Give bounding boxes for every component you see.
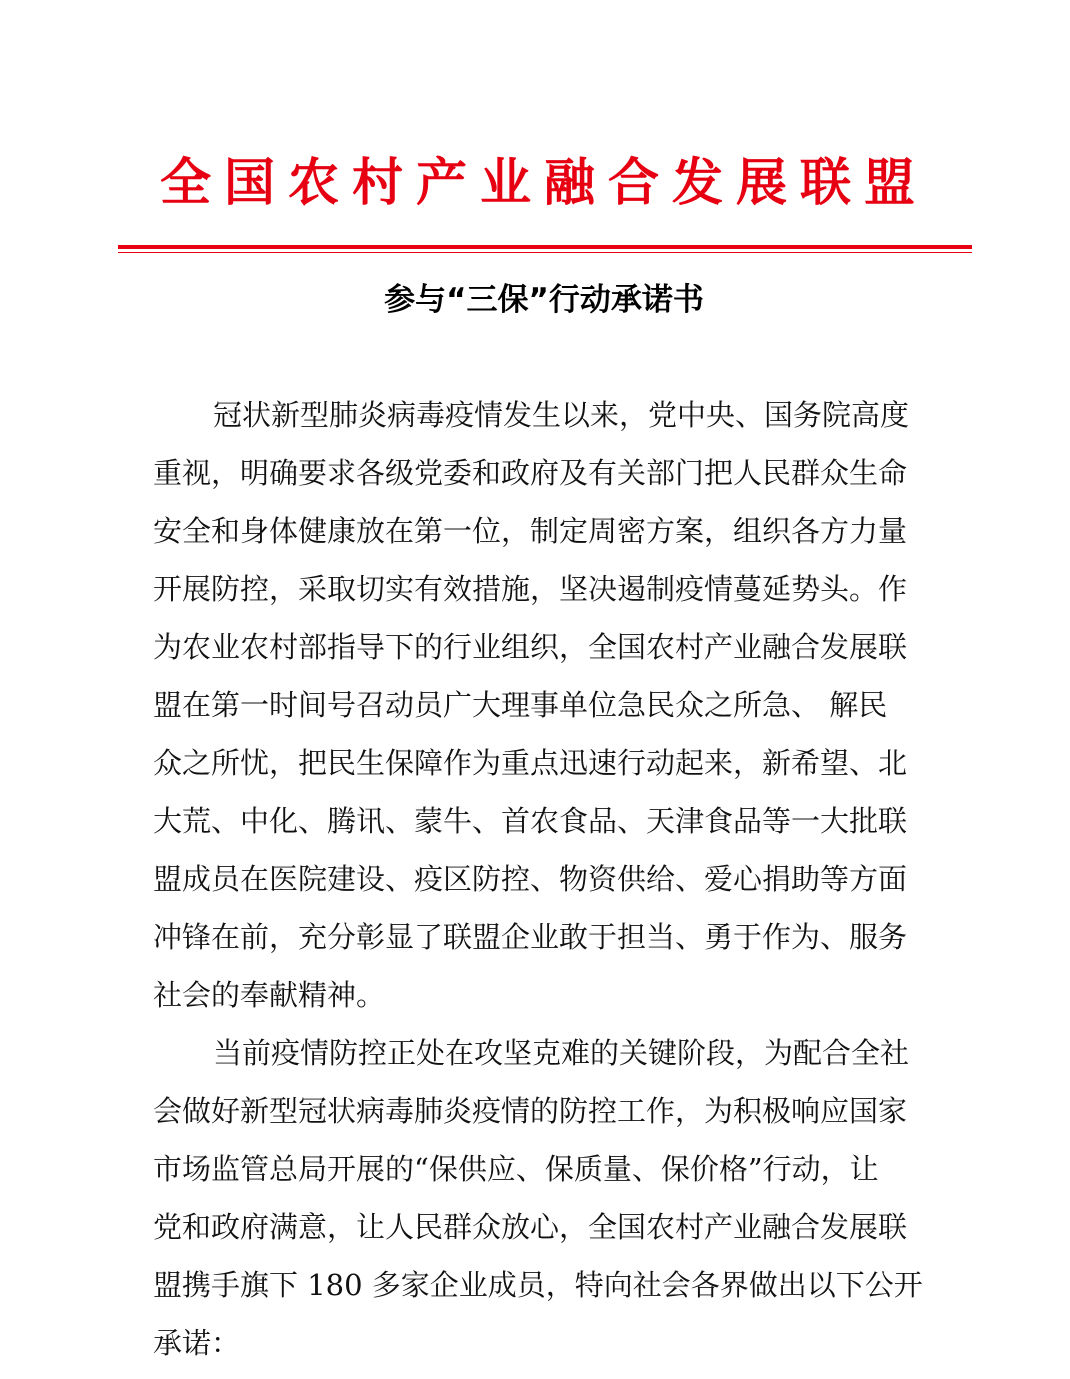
document-body <box>153 390 928 1376</box>
letterhead-rule-thick <box>118 245 972 249</box>
document-title: 参与“三保”行动承诺书 <box>384 282 704 318</box>
paragraph-2 <box>153 1028 928 1376</box>
paragraph-line: 重视，明确要求各级党委和政府及有关部门把人民群众生命 <box>153 456 908 490</box>
letterhead-rule-thin <box>118 252 972 253</box>
paragraph-line: 党和政府满意，让人民群众放心，全国农村产业融合发展联 <box>153 1210 908 1244</box>
paragraph-line: 冲锋在前，充分彰显了联盟企业敢于担当、勇于作为、服务 <box>153 920 908 954</box>
paragraph-line: 承诺： <box>153 1326 241 1360</box>
paragraph-line: 会做好新型冠状病毒肺炎疫情的防控工作，为积极响应国家 <box>153 1094 908 1128</box>
paragraph-line: 当前疫情防控正处在攻坚克难的关键阶段，为配合全社 <box>213 1036 910 1070</box>
paragraph-line: 为农业农村部指导下的行业组织，全国农村产业融合发展联 <box>153 630 908 664</box>
paragraph-line: 盟在第一时间号召动员广大理事单位急民众之所急、 解民 <box>153 688 888 722</box>
paragraph-line: 社会的奉献精神。 <box>153 978 386 1012</box>
paragraph-line: 开展防控，采取切实有效措施，坚决遏制疫情蔓延势头。作 <box>153 572 908 606</box>
paragraph-line: 冠状新型肺炎病毒疫情发生以来，党中央、国务院高度 <box>213 398 910 432</box>
paragraph-line: 市场监管总局开展的“保供应、保质量、保价格”行动，让 <box>153 1152 879 1186</box>
paragraph-line: 大荒、中化、腾讯、蒙牛、首农食品、天津食品等一大批联 <box>153 804 908 838</box>
paragraph-line: 安全和身体健康放在第一位，制定周密方案，组织各方力量 <box>153 514 908 548</box>
paragraph-line: 众之所忧，把民生保障作为重点迅速行动起来，新希望、北 <box>153 746 908 780</box>
paragraph-line: 盟携手旗下 180 多家企业成员，特向社会各界做出以下公开 <box>153 1268 923 1302</box>
org-letterhead-title: 全国农村产业融合发展联盟 <box>159 153 928 213</box>
paragraph-1 <box>153 390 928 1028</box>
paragraph-line: 盟成员在医院建设、疫区防控、物资供给、爱心捐助等方面 <box>153 862 908 896</box>
